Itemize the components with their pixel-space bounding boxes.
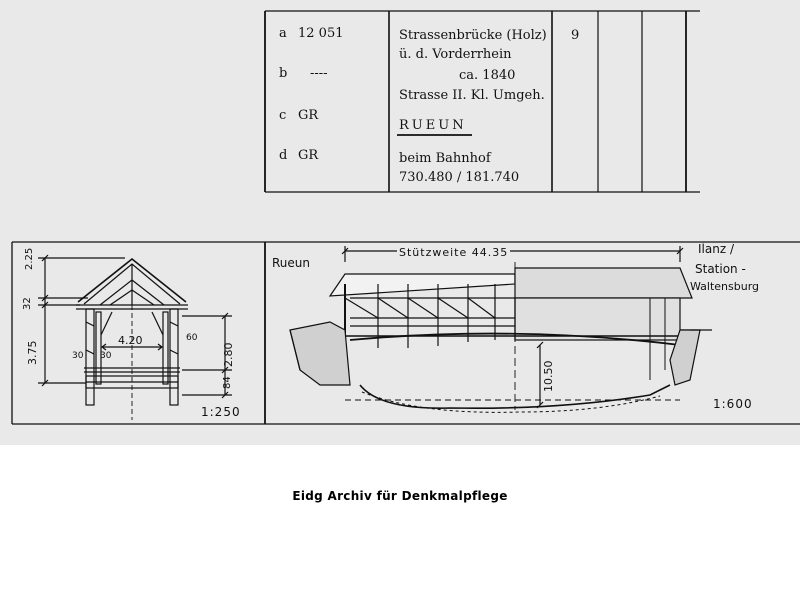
- right-bank-label-3: Waltensburg: [690, 280, 760, 293]
- section-scale: 1:250: [201, 405, 241, 419]
- right-bank-label-2: Station -: [695, 262, 746, 276]
- dim-roof-height: 2.25: [24, 247, 35, 270]
- road-class: Strasse II. Kl. Umgeh.: [399, 88, 545, 103]
- code-b-key: b: [279, 66, 288, 81]
- dim-height: 3.75: [26, 340, 39, 365]
- span-label: Stützweite 44.35: [399, 246, 509, 259]
- build-year: ca. 1840: [459, 68, 516, 83]
- code-c-value: GR: [298, 108, 319, 123]
- code-c-key: c: [279, 108, 287, 123]
- record-number: 9: [571, 28, 580, 43]
- dim-beam: 32: [22, 297, 33, 310]
- dim-elevation-height: 10.50: [542, 360, 555, 392]
- elevation-drawing: [290, 246, 712, 412]
- dim-inner-post: 30: [100, 351, 112, 361]
- code-a-key: a: [279, 26, 287, 41]
- code-b-value: ----: [310, 66, 328, 81]
- location-note: beim Bahnhof: [399, 151, 491, 166]
- coordinates: 730.480 / 181.740: [399, 170, 520, 185]
- image-caption: Eidg Archiv für Denkmalpflege: [292, 489, 508, 503]
- river-crossing: ü. d. Vorderrhein: [399, 47, 512, 62]
- left-bank-label: Rueun: [272, 256, 310, 270]
- code-d-value: GR: [298, 148, 319, 163]
- place-name: RUEUN: [399, 118, 467, 133]
- dim-right-post: 60: [186, 333, 198, 343]
- code-d-key: d: [279, 148, 288, 163]
- dim-clear-height: 2.80: [222, 342, 235, 367]
- right-bank-label-1: Ilanz /: [698, 242, 734, 256]
- dim-left-post: 30: [72, 351, 84, 361]
- elevation-scale: 1:600: [713, 397, 753, 411]
- dim-width: 4.20: [118, 334, 143, 347]
- bridge-type: Strassenbrücke (Holz): [399, 28, 547, 43]
- dim-deck: 84: [222, 376, 233, 389]
- code-a-value: 12 051: [298, 26, 344, 41]
